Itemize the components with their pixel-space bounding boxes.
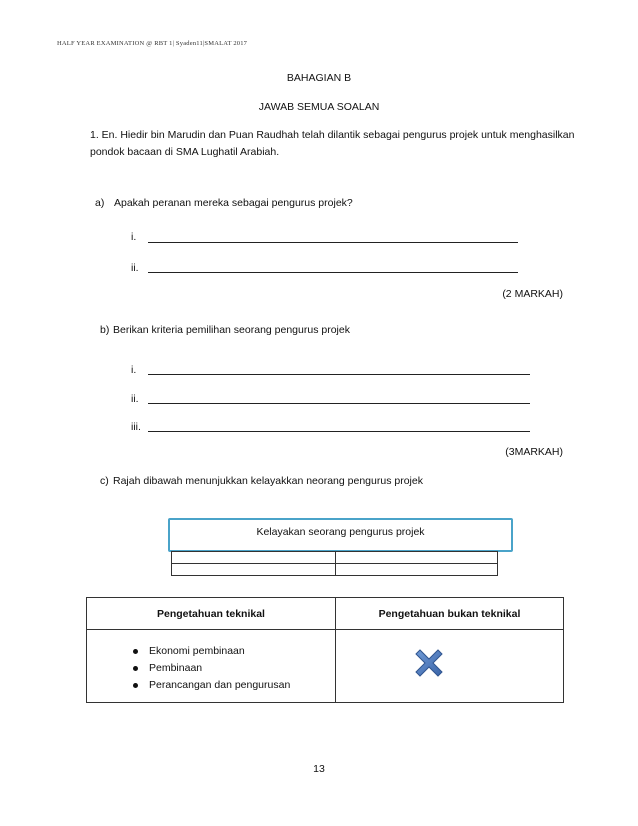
list-item: Ekonomi pembinaan — [149, 643, 335, 660]
part-b-label: b) — [100, 324, 110, 336]
diagram-mini-cell — [172, 552, 336, 564]
page-number: 13 — [313, 763, 325, 775]
part-b-item-iii-label: iii. — [131, 421, 141, 433]
part-b-item-ii-label: ii. — [131, 393, 139, 405]
part-a-item-i-label: i. — [131, 231, 137, 243]
part-b-item-i-label: i. — [131, 364, 137, 376]
section-instruction: JAWAB SEMUA SOALAN — [258, 101, 380, 113]
running-header: HALF YEAR EXAMINATION @ RBT 1| Syaden11|SMALAT 2017 — [57, 40, 248, 47]
diagram-mini-cell — [336, 552, 498, 564]
part-a-item-ii-label: ii. — [131, 262, 139, 274]
section-title: BAHAGIAN B — [286, 72, 352, 84]
question-1-line-2: pondok bacaan di SMA Lughatil Arabiah. — [90, 146, 280, 158]
knowledge-table-row — [87, 630, 564, 703]
part-c-prompt: Rajah dibawah menunjukkan kelayakkan neorang pengurus projek — [113, 475, 423, 487]
diagram-mini-table — [171, 551, 498, 576]
diagram-mini-cell — [336, 564, 498, 576]
diagram-mini-row — [172, 564, 498, 576]
part-a-prompt: Apakah peranan mereka sebagai pengurus projek? — [114, 197, 353, 209]
part-a-label: a) — [95, 197, 105, 209]
list-item: Perancangan dan pengurusan — [149, 677, 335, 694]
diagram-mini-row — [172, 552, 498, 564]
part-a-marks: (2 MARKAH) — [502, 288, 563, 300]
header-technical: Pengetahuan teknikal — [87, 598, 336, 630]
part-b-prompt: Berikan kriteria pemilihan seorang pengurus projek — [113, 324, 350, 336]
list-item: Pembinaan — [149, 660, 335, 677]
non-technical-cell[interactable] — [336, 630, 564, 703]
knowledge-table — [86, 597, 564, 703]
header-non-technical: Pengetahuan bukan teknikal — [336, 598, 564, 630]
part-a-answer-line-1[interactable] — [148, 233, 518, 243]
part-b-answer-line-1[interactable] — [148, 365, 530, 375]
technical-cell — [87, 630, 336, 703]
part-b-answer-line-2[interactable] — [148, 394, 530, 404]
part-b-marks: (3MARKAH) — [505, 446, 563, 458]
knowledge-table-header-row — [87, 598, 564, 630]
diagram-title: Kelayakan seorang pengurus projek — [256, 526, 425, 538]
technical-list — [87, 630, 335, 694]
part-b-answer-line-3[interactable] — [148, 422, 530, 432]
question-1-line-1: 1. En. Hiedir bin Marudin dan Puan Raudhah telah dilantik sebagai pengurus projek untuk menghasilkan — [90, 129, 575, 141]
cross-icon — [412, 646, 446, 680]
part-c-label: c) — [100, 475, 109, 487]
diagram-mini-cell — [172, 564, 336, 576]
part-a-answer-line-2[interactable] — [148, 263, 518, 273]
